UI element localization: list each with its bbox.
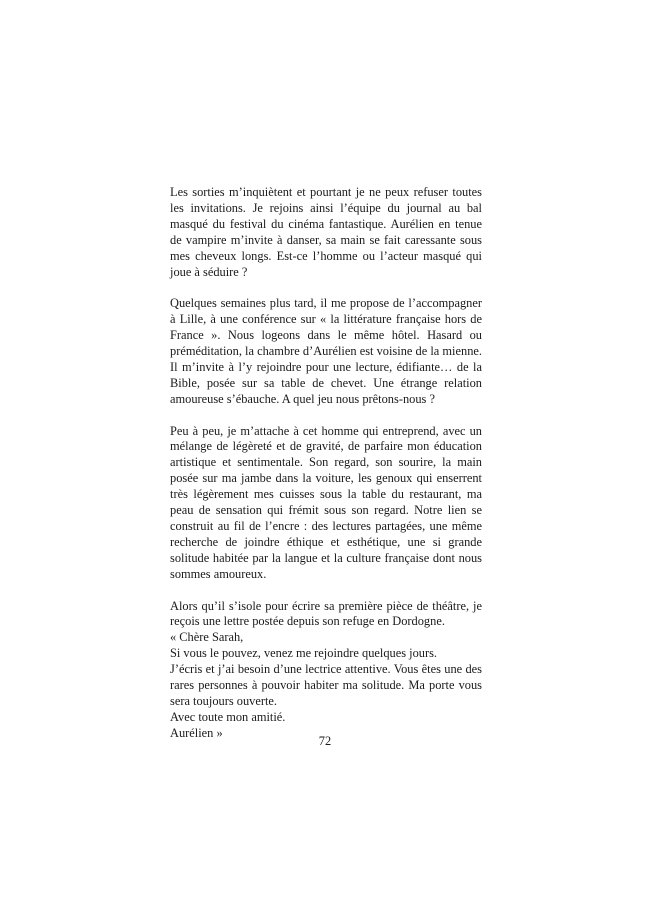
letter-intro: Alors qu’il s’isole pour écrire sa première pièce de théâtre, je reçois une lettre postée depuis son refuge en Dordogne. (170, 598, 482, 629)
letter-salutation: « Chère Sarah, (170, 630, 244, 645)
paragraph-masked-ball: Les sorties m’inquiètent et pourtant je ne peux refuser toutes les invitations. Je rejoins ainsi l’équipe du journal au bal masqué du festival du cinéma fantastique. Aurélien en tenue de vampire m’invite à danser, sa main se fait caressante sous mes cheveux longs. Est-ce l’homme ou l’acteur masqué qui joue à séduire ? (170, 185, 482, 279)
letter-closing: Avec toute mon amitié. (170, 709, 286, 724)
letter-signature: Aurélien » (170, 725, 223, 740)
page-body-text (170, 185, 482, 742)
letter-section (170, 599, 482, 742)
letter-line-1: Si vous le pouvez, venez me rejoindre quelques jours. (170, 646, 438, 661)
page-number: 72 (318, 734, 332, 748)
paragraph-attachment: Peu à peu, je m’attache à cet homme qui entreprend, avec un mélange de légèreté et de gravité, de parfaire mon éducation artistique et sentimentale. Son regard, son sourire, la main posée sur ma jambe dans la voiture, les genoux qui enserrent très légèrement mes cuisses sous la table du restaurant, ma peau de sensation qui frémit sous son regard. Notre lien se construit au fil de l’encre : des lectures partagées, une même recherche de joindre éthique et esthétique, une si grande solitude habitée par la langue et la culture française dont nous sommes amoureux. (170, 423, 482, 581)
letter-line-2: J’écris et j’ai besoin d’une lectrice attentive. Vous êtes une des rares personnes à pouvoir habiter ma solitude. Ma porte vous sera toujours ouverte. (170, 662, 482, 708)
paragraph-lille-conference: Quelques semaines plus tard, il me propose de l’accompagner à Lille, à une conférence sur « la littérature française hors de France ». Nous logeons dans le même hôtel. Hasard ou préméditation, la chambre d’Aurélien est voisine de la mienne. Il m’invite à l’y rejoindre pour une lecture, édifiante… de la Bible, posée sur sa table de chevet. Une étrange relation amoureuse s’ébauche. A quel jeu nous prêtons-nous ? (170, 296, 482, 406)
